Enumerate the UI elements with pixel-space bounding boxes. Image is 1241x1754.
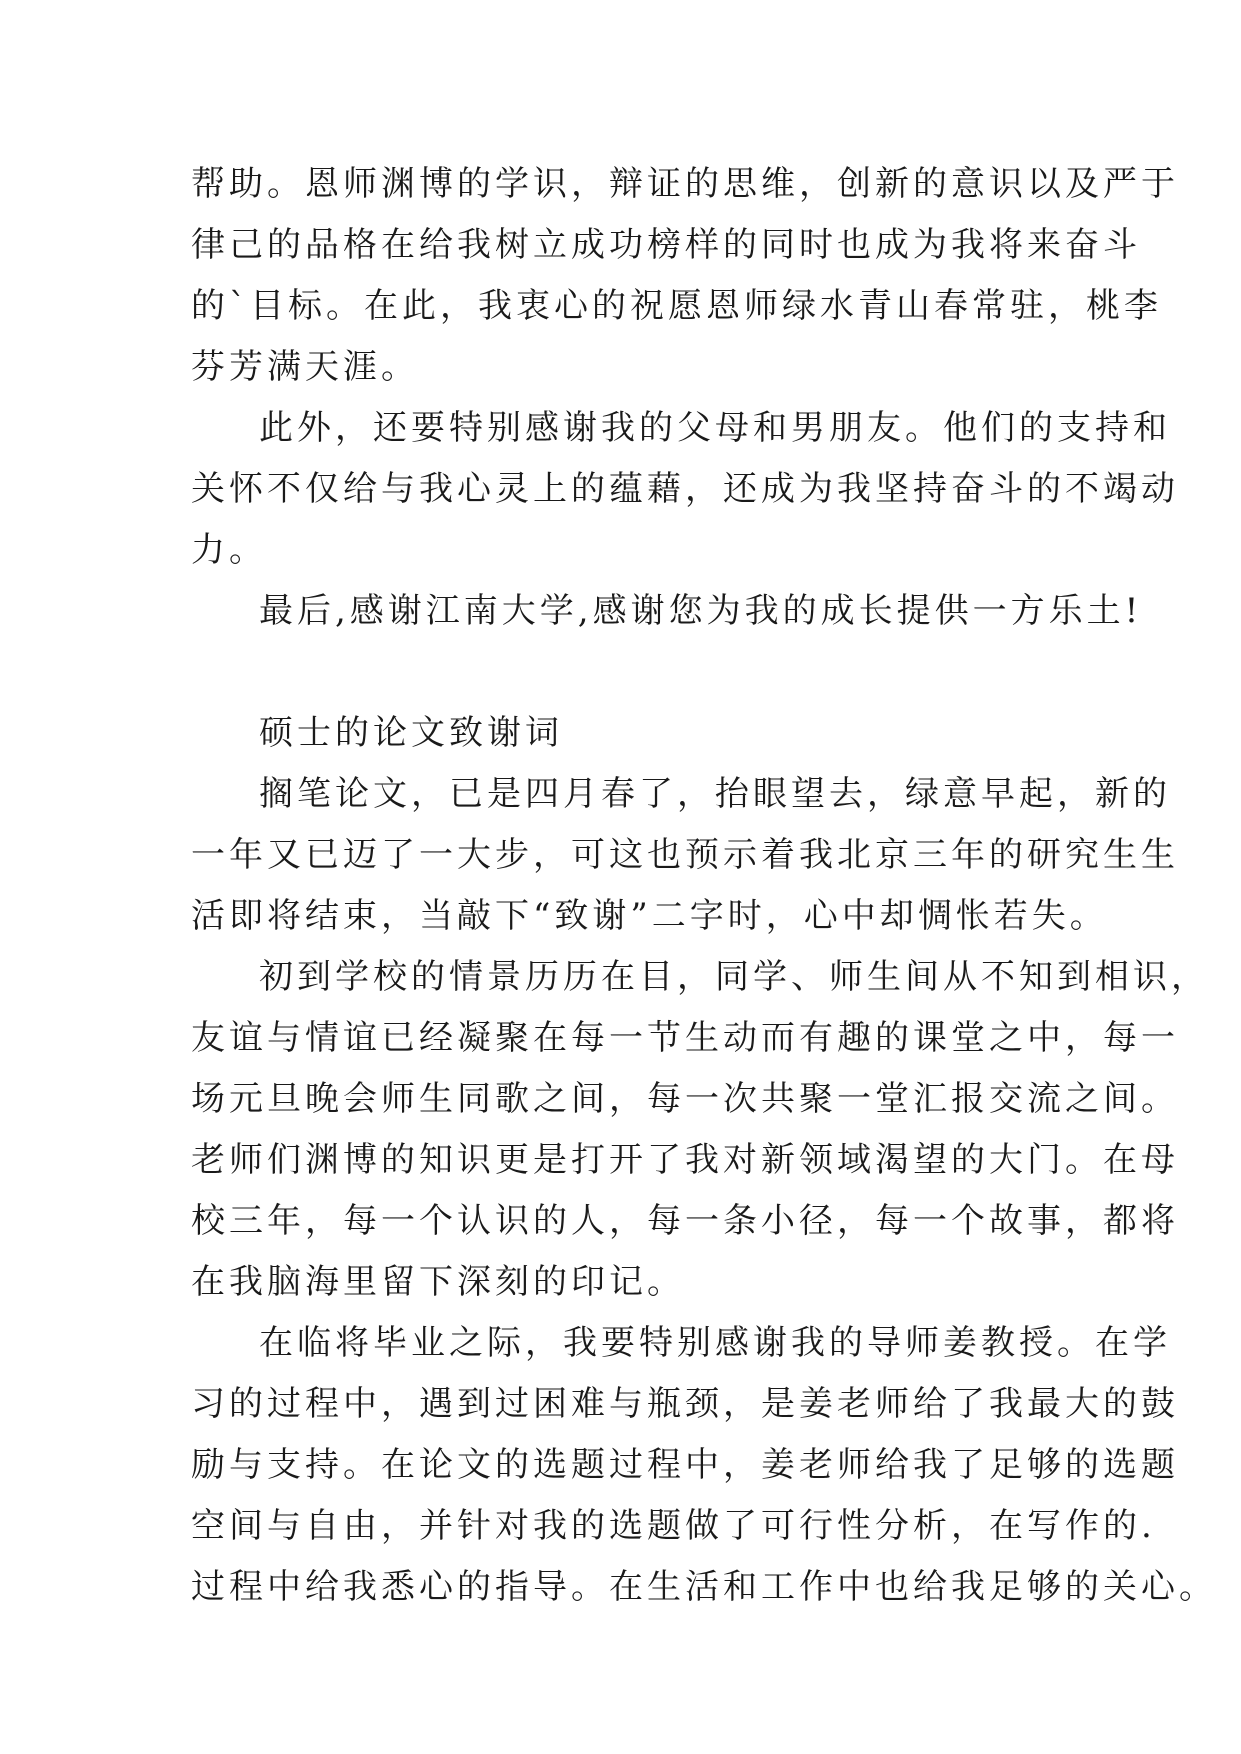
text-line: 场元旦晚会师生同歌之间，每一次共聚一堂汇报交流之间。 [191, 1079, 1179, 1119]
text-line: 空间与自由，并针对我的选题做了可行性分析，在写作的. [191, 1506, 1156, 1546]
text-line: 老师们渊博的知识更是打开了我对新领域渴望的大门。在母 [191, 1140, 1179, 1180]
section-title: 硕士的论文致谢词 [259, 713, 563, 753]
text-line: 关怀不仅给与我心灵上的蕴藉，还成为我坚持奋斗的不竭动 [191, 469, 1179, 509]
blank-line [191, 642, 1061, 703]
text-line: 习的过程中，遇到过困难与瓶颈，是姜老师给了我最大的鼓 [191, 1384, 1179, 1424]
paragraph-opening [191, 764, 1179, 947]
text-line: 在我脑海里留下深刻的印记。 [191, 1262, 685, 1302]
text-line: 一年又已迈了一大步，可这也预示着我北京三年的研究生生 [191, 835, 1179, 875]
text-line: 校三年，每一个认识的人，每一条小径，每一个故事，都将 [191, 1201, 1179, 1241]
text-line: 在临将毕业之际，我要特别感谢我的导师姜教授。在学 [259, 1323, 1171, 1363]
text-line: 力。 [191, 530, 267, 570]
text-line: 的`目标。在此，我衷心的祝愿恩师绿水青山春常驻，桃李 [191, 286, 1162, 326]
text-line: 过程中给我悉心的指导。在生活和工作中也给我足够的关心。 [191, 1567, 1217, 1607]
text-line: 初到学校的情景历历在目，同学、师生间从不知到相识， [259, 957, 1209, 997]
text-line: 最后,感谢江南大学,感谢您为我的成长提供一方乐土! [259, 591, 1143, 631]
text-line: 帮助。恩师渊博的学识，辩证的思维，创新的意识以及严于 [191, 164, 1179, 204]
text-line: 友谊与情谊已经凝聚在每一节生动而有趣的课堂之中，每一 [191, 1018, 1179, 1058]
document-body [191, 154, 1217, 1618]
text-line: 励与支持。在论文的选题过程中，姜老师给我了足够的选题 [191, 1445, 1179, 1485]
paragraph-family-thanks [191, 398, 1179, 581]
text-line: 活即将结束，当敲下“致谢”二字时，心中却惆怅若失。 [191, 896, 1108, 936]
paragraph-advisor-thanks [191, 1313, 1217, 1618]
paragraph-mentor-thanks [191, 154, 1179, 398]
paragraph-university-thanks [191, 581, 1143, 642]
text-line: 律己的品格在给我树立成功榜样的同时也成为我将来奋斗 [191, 225, 1141, 265]
text-line: 芬芳满天涯。 [191, 347, 419, 387]
paragraph-school-memories [191, 947, 1209, 1313]
text-line: 此外，还要特别感谢我的父母和男朋友。他们的支持和 [259, 408, 1171, 448]
text-line: 搁笔论文，已是四月春了，抬眼望去，绿意早起，新的 [259, 774, 1171, 814]
